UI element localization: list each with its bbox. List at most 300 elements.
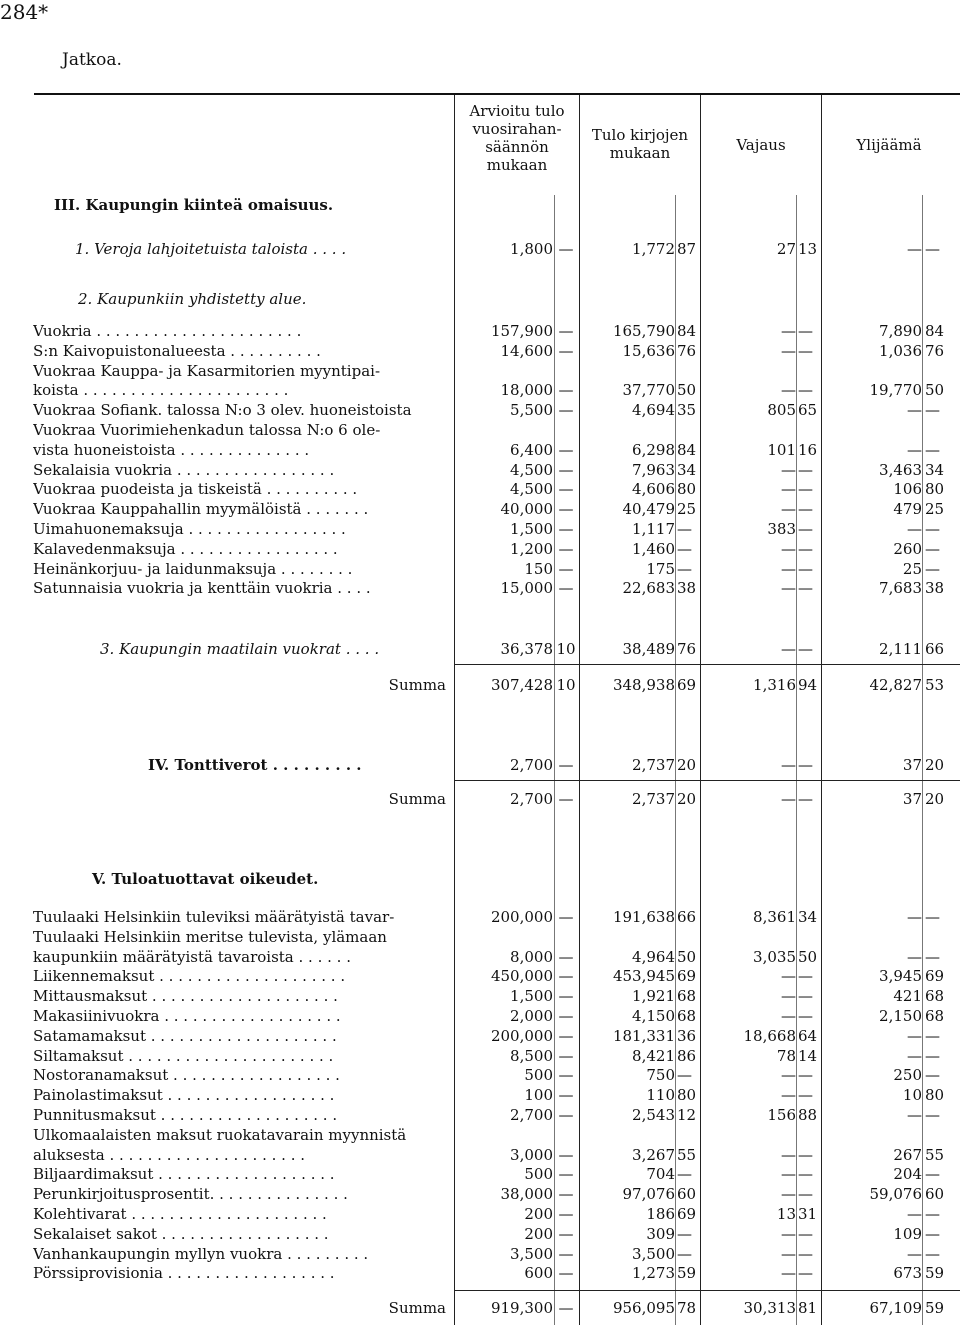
- cell: —: [558, 908, 574, 926]
- cell: 4,500: [510, 460, 553, 479]
- table-row: [0, 1106, 960, 1126]
- row-label: Kalavedenmaksuja . . . . . . . . . . . . . . . . .: [33, 539, 338, 558]
- cell: 25: [902, 559, 922, 578]
- row-label: koista . . . . . . . . . . . . . . . . . . . . . .: [33, 381, 289, 400]
- page-number: 284*: [0, 0, 49, 24]
- table-row: [0, 1047, 960, 1067]
- cell: 64: [798, 1026, 818, 1045]
- cell: —: [798, 381, 813, 400]
- table-row: [0, 1205, 960, 1225]
- row-label: Pörssiprovisionia . . . . . . . . . . . . . . . . . .: [33, 1264, 335, 1283]
- cell: —: [558, 1086, 574, 1105]
- cell: —: [558, 1165, 574, 1184]
- cell: —: [798, 480, 813, 499]
- cell: 453,945: [612, 967, 675, 986]
- cell: —: [558, 1145, 574, 1164]
- row-label: Sekalaiset sakot . . . . . . . . . . . . . . . . . .: [33, 1224, 329, 1243]
- cell: —: [907, 1046, 922, 1065]
- cell: —: [781, 322, 796, 340]
- cell: —: [781, 1185, 796, 1204]
- cell: —: [558, 240, 574, 258]
- section-iii-title: III. Kaupungin kiinteä omaisuus.: [54, 196, 334, 214]
- cell: —: [558, 480, 574, 499]
- cell: 36,378: [500, 640, 553, 658]
- cell: 181,331: [612, 1026, 675, 1045]
- cell: 348,938: [612, 676, 675, 694]
- cell: 450,000: [490, 967, 553, 986]
- table-row: [0, 1126, 960, 1146]
- cell: 750: [646, 1066, 675, 1085]
- cell: —: [558, 987, 574, 1006]
- cell: 80: [677, 1086, 697, 1105]
- cell: 156: [767, 1106, 796, 1124]
- sum-rule: [454, 1290, 960, 1291]
- cell: 500: [524, 1165, 553, 1184]
- cell: 600: [524, 1264, 553, 1283]
- cell: —: [677, 1165, 692, 1184]
- cell: —: [798, 1244, 813, 1263]
- cell: —: [925, 1026, 940, 1045]
- cell: —: [798, 341, 813, 360]
- row-label: Uimahuonemaksuja . . . . . . . . . . . . . . . . .: [33, 520, 346, 538]
- cell: 8,500: [510, 1046, 553, 1065]
- cell: —: [558, 460, 574, 479]
- cell: 3,267: [632, 1145, 675, 1164]
- cell: —: [781, 1086, 796, 1105]
- cell: 66: [677, 908, 697, 926]
- cell: 4,500: [510, 480, 553, 499]
- cell: —: [558, 967, 574, 986]
- row-iii-1: [0, 240, 960, 260]
- cell: —: [925, 401, 940, 420]
- summa-label: Summa: [388, 676, 446, 694]
- cell: 20: [677, 756, 697, 774]
- cell: 84: [677, 440, 697, 459]
- cell: —: [798, 322, 813, 340]
- cell: 97,076: [622, 1185, 675, 1204]
- cell: —: [677, 559, 692, 578]
- cell: 150: [524, 559, 553, 578]
- row-label: Makasiinivuokra . . . . . . . . . . . . . . . . . . .: [33, 1007, 341, 1025]
- cell: 69: [677, 967, 697, 986]
- cell: 2,737: [632, 790, 675, 808]
- cell: 200: [524, 1205, 553, 1223]
- cell: 68: [677, 987, 697, 1006]
- cell: 250: [893, 1066, 922, 1085]
- cell: 8,000: [510, 947, 553, 966]
- cell: —: [781, 341, 796, 360]
- cell: 1,921: [632, 987, 675, 1006]
- sum-rule: [454, 664, 960, 665]
- cell: —: [781, 1244, 796, 1263]
- cell: 4,606: [632, 480, 675, 499]
- table-row: [0, 1225, 960, 1245]
- cell: —: [558, 381, 574, 400]
- cell: 479: [893, 500, 922, 519]
- cell: —: [781, 1145, 796, 1164]
- table-row: [0, 381, 960, 401]
- cell: 10: [902, 1086, 922, 1105]
- cell: 30,313: [743, 1299, 796, 1317]
- row-label: vista huoneistoista . . . . . . . . . . . . . .: [33, 440, 310, 459]
- section-iv-title: IV. Tonttiverot . . . . . . . . .: [148, 756, 362, 774]
- table-row: [0, 500, 960, 520]
- cell: 94: [798, 676, 818, 694]
- table-row: [0, 362, 960, 382]
- row-label: aluksesta . . . . . . . . . . . . . . . . . . . . .: [33, 1145, 305, 1164]
- table-row: [0, 1245, 960, 1265]
- cell: 84: [925, 322, 945, 340]
- cell: 2,111: [879, 640, 922, 658]
- cell: —: [677, 1244, 692, 1263]
- cell: 50: [925, 381, 945, 400]
- cell: —: [558, 322, 574, 340]
- cell: —: [677, 520, 692, 538]
- cell: 14,600: [500, 341, 553, 360]
- cell: —: [907, 947, 922, 966]
- cell: —: [558, 1046, 574, 1065]
- cell: 2,150: [879, 1007, 922, 1025]
- row-label: Satamamaksut . . . . . . . . . . . . . . . . . . . .: [33, 1026, 337, 1045]
- cell: 76: [677, 341, 697, 360]
- cell: —: [798, 539, 813, 558]
- cell: —: [781, 559, 796, 578]
- table-row: [0, 1264, 960, 1284]
- table-row: [0, 1027, 960, 1047]
- cell: —: [798, 967, 813, 986]
- table-row: [0, 421, 960, 441]
- cell: —: [925, 559, 940, 578]
- table-row: [0, 461, 960, 481]
- row-label: Siltamaksut . . . . . . . . . . . . . . . . . . . . . .: [33, 1046, 334, 1065]
- cell: —: [677, 1224, 692, 1243]
- cell: 204: [893, 1165, 922, 1184]
- cell: —: [558, 401, 574, 420]
- cell: 69: [925, 967, 945, 986]
- cell: 34: [925, 460, 945, 479]
- continued-label: Jatkoa.: [62, 50, 122, 70]
- table-row: [0, 342, 960, 362]
- table-row: [0, 1086, 960, 1106]
- cell: 200: [524, 1224, 553, 1243]
- cell: 36: [677, 1026, 697, 1045]
- cell: —: [907, 1026, 922, 1045]
- cell: 6,400: [510, 440, 553, 459]
- cell: 31: [798, 1205, 818, 1223]
- cell: 3,945: [879, 967, 922, 986]
- cell: —: [907, 908, 922, 926]
- cell: 3,500: [510, 1244, 553, 1263]
- cell: 53: [925, 676, 945, 694]
- cell: 1,800: [510, 240, 553, 258]
- cell: —: [798, 559, 813, 578]
- row-label: Vuokraa Kauppa- ja Kasarmitorien myyntipai-: [33, 361, 381, 380]
- cell: 69: [677, 1205, 697, 1223]
- header-arvioitu: Arvioitu tulo vuosirahan-säännön mukaan: [469, 102, 565, 174]
- cell: 1,316: [753, 676, 796, 694]
- cell: 8,361: [753, 908, 796, 926]
- cell: —: [798, 790, 813, 808]
- section-v-title: V. Tuloatuottavat oikeudet.: [92, 870, 319, 888]
- cell: 7,890: [879, 322, 922, 340]
- cell: 260: [893, 539, 922, 558]
- cell: —: [781, 640, 796, 658]
- cell: 13: [776, 1205, 796, 1223]
- cell: 40,479: [622, 500, 675, 519]
- cell: —: [781, 967, 796, 986]
- cell: —: [781, 756, 796, 774]
- cell: —: [907, 440, 922, 459]
- cell: —: [925, 440, 940, 459]
- cell: 59,076: [869, 1185, 922, 1204]
- cell: 65: [798, 401, 818, 420]
- cell: —: [781, 1224, 796, 1243]
- cell: 60: [925, 1185, 945, 1204]
- row-label: Vuokraa puodeista ja tiskeistä . . . . . . . . . .: [33, 480, 358, 499]
- row-iv: [0, 756, 960, 776]
- cell: 40,000: [500, 500, 553, 519]
- cell: 87: [677, 240, 697, 258]
- cell: —: [907, 1106, 922, 1124]
- row-label: Nostoranamaksut . . . . . . . . . . . . . . . . . .: [33, 1066, 340, 1085]
- cell: 78: [677, 1299, 697, 1317]
- cell: —: [907, 1205, 922, 1223]
- cell: —: [907, 240, 922, 258]
- cell: 15,000: [500, 579, 553, 598]
- cell: 37,770: [622, 381, 675, 400]
- cell: —: [798, 1224, 813, 1243]
- cell: —: [798, 1185, 813, 1204]
- table-row: [0, 928, 960, 948]
- cell: —: [558, 1106, 574, 1124]
- cell: —: [798, 1007, 813, 1025]
- row-label: Vuokraa Vuorimiehenkadun talossa N:o 6 ole-: [33, 421, 381, 439]
- row-label: Ulkomaalaisten maksut ruokatavarain myynnistä: [33, 1125, 407, 1144]
- summa-v-row: [0, 1299, 960, 1319]
- table-row: [0, 1146, 960, 1166]
- cell: —: [558, 341, 574, 360]
- cell: —: [925, 1106, 940, 1124]
- cell: 165,790: [612, 322, 675, 340]
- cell: —: [907, 520, 922, 538]
- cell: 157,900: [490, 322, 553, 340]
- cell: —: [925, 520, 940, 538]
- cell: 60: [677, 1185, 697, 1204]
- cell: 18,000: [500, 381, 553, 400]
- row-label: Painolastimaksut . . . . . . . . . . . . . . . . . .: [33, 1086, 335, 1105]
- cell: —: [781, 579, 796, 598]
- cell: —: [677, 539, 692, 558]
- row-label: kaupunkiin määrätyistä tavaroista . . . . . .: [33, 947, 351, 966]
- row-label: 1. Veroja lahjoitetuista taloista . . . .: [75, 240, 347, 258]
- cell: —: [558, 1205, 574, 1223]
- cell: —: [558, 756, 574, 774]
- cell: —: [925, 539, 940, 558]
- cell: —: [781, 1165, 796, 1184]
- cell: —: [558, 1299, 574, 1317]
- cell: 76: [677, 640, 697, 658]
- cell: —: [558, 539, 574, 558]
- row-label: Vuokria . . . . . . . . . . . . . . . . . . . . . .: [33, 322, 302, 340]
- cell: 22,683: [622, 579, 675, 598]
- cell: —: [798, 460, 813, 479]
- cell: 80: [677, 480, 697, 499]
- cell: 175: [646, 559, 675, 578]
- cell: —: [925, 1244, 940, 1263]
- cell: —: [558, 500, 574, 519]
- cell: —: [558, 1244, 574, 1263]
- cell: 55: [925, 1145, 945, 1164]
- cell: 13: [798, 240, 818, 258]
- cell: —: [677, 1066, 692, 1085]
- cell: 3,463: [879, 460, 922, 479]
- header-tulo: Tulo kirjojen mukaan: [591, 126, 689, 162]
- cell: 38,000: [500, 1185, 553, 1204]
- cell: —: [907, 1244, 922, 1263]
- section-iii-2-title: 2. Kaupunkiin yhdistetty alue.: [78, 290, 307, 308]
- table-row: [0, 520, 960, 540]
- cell: —: [798, 500, 813, 519]
- cell: 919,300: [490, 1299, 553, 1317]
- cell: 110: [646, 1086, 675, 1105]
- row-label: Mittausmaksut . . . . . . . . . . . . . . . . . . . .: [33, 987, 338, 1006]
- cell: 25: [925, 500, 945, 519]
- header-ylijaama: Ylijäämä: [856, 136, 922, 154]
- cell: —: [558, 1026, 574, 1045]
- row-label: Perunkirjoitusprosentit. . . . . . . . . . . . . . .: [33, 1185, 348, 1204]
- cell: —: [798, 640, 813, 658]
- table-row: [0, 967, 960, 987]
- row-label: Tuulaaki Helsinkiin meritse tulevista, ylämaan: [33, 927, 387, 946]
- cell: 66: [925, 640, 945, 658]
- cell: 1,200: [510, 539, 553, 558]
- row-label: Vuokraa Sofiank. talossa N:o 3 olev. huoneistoista: [33, 401, 412, 420]
- cell: 18,668: [743, 1026, 796, 1045]
- cell: 6,298: [632, 440, 675, 459]
- cell: —: [925, 1046, 940, 1065]
- cell: 67,109: [869, 1299, 922, 1317]
- cell: —: [925, 1224, 940, 1243]
- cell: 86: [677, 1046, 697, 1065]
- cell: —: [798, 756, 813, 774]
- row-label: Vanhankaupungin myllyn vuokra . . . . . . . . .: [33, 1244, 369, 1263]
- cell: —: [558, 947, 574, 966]
- row-label: Satunnaisia vuokria ja kenttäin vuokria . . . .: [33, 579, 371, 598]
- cell: —: [558, 1007, 574, 1025]
- row-label: Heinänkorjuu- ja laidunmaksuja . . . . . . . .: [33, 559, 353, 578]
- row-label: 3. Kaupungin maatilain vuokrat . . . .: [100, 640, 380, 658]
- cell: 309: [646, 1224, 675, 1243]
- cell: 109: [893, 1224, 922, 1243]
- cell: 704: [646, 1165, 675, 1184]
- cell: 55: [677, 1145, 697, 1164]
- cell: —: [925, 908, 940, 926]
- cell: 1,273: [632, 1264, 675, 1283]
- cell: —: [925, 947, 940, 966]
- cell: 2,000: [510, 1007, 553, 1025]
- cell: 100: [524, 1086, 553, 1105]
- table-row: [0, 540, 960, 560]
- cell: 307,428: [490, 676, 553, 694]
- cell: 191,638: [612, 908, 675, 926]
- cell: —: [781, 500, 796, 519]
- cell: —: [558, 790, 574, 808]
- cell: 78: [776, 1046, 796, 1065]
- cell: —: [907, 401, 922, 420]
- cell: 25: [677, 500, 697, 519]
- cell: 2,737: [632, 756, 675, 774]
- cell: —: [798, 1145, 813, 1164]
- table-row: [0, 480, 960, 500]
- cell: 10: [556, 640, 576, 658]
- cell: 76: [925, 341, 945, 360]
- cell: 3,000: [510, 1145, 553, 1164]
- cell: —: [925, 1205, 940, 1223]
- cell: —: [798, 1165, 813, 1184]
- cell: 186: [646, 1205, 675, 1223]
- cell: 81: [798, 1299, 818, 1317]
- cell: 3,500: [632, 1244, 675, 1263]
- table-row: [0, 948, 960, 968]
- cell: 68: [925, 987, 945, 1006]
- sum-rule: [454, 780, 960, 781]
- cell: 5,500: [510, 401, 553, 420]
- row-label: S:n Kaivopuistonalueesta . . . . . . . . . .: [33, 341, 321, 360]
- cell: 673: [893, 1264, 922, 1283]
- cell: —: [558, 1185, 574, 1204]
- table-row: [0, 1165, 960, 1185]
- cell: 16: [798, 440, 818, 459]
- cell: 2,700: [510, 756, 553, 774]
- cell: 68: [925, 1007, 945, 1025]
- cell: —: [798, 579, 813, 598]
- cell: 12: [677, 1106, 697, 1124]
- cell: —: [781, 1007, 796, 1025]
- cell: 805: [767, 401, 796, 420]
- cell: 4,150: [632, 1007, 675, 1025]
- cell: —: [798, 1066, 813, 1085]
- cell: —: [798, 1264, 813, 1283]
- cell: —: [781, 987, 796, 1006]
- cell: 68: [677, 1007, 697, 1025]
- cell: —: [781, 480, 796, 499]
- cell: —: [781, 460, 796, 479]
- cell: 50: [798, 947, 818, 966]
- cell: 84: [677, 322, 697, 340]
- cell: 38: [925, 579, 945, 598]
- cell: —: [558, 440, 574, 459]
- cell: 1,117: [632, 520, 675, 538]
- cell: 8,421: [632, 1046, 675, 1065]
- cell: 3,035: [753, 947, 796, 966]
- cell: 15,636: [622, 341, 675, 360]
- cell: —: [781, 790, 796, 808]
- cell: —: [558, 1066, 574, 1085]
- cell: 2,700: [510, 790, 553, 808]
- cell: 2,543: [632, 1106, 675, 1124]
- cell: 20: [925, 756, 945, 774]
- cell: 38,489: [622, 640, 675, 658]
- cell: —: [781, 1264, 796, 1283]
- cell: 14: [798, 1046, 818, 1065]
- cell: 7,963: [632, 460, 675, 479]
- cell: 1,500: [510, 520, 553, 538]
- table-row: [0, 1066, 960, 1086]
- cell: 38: [677, 579, 697, 598]
- cell: 59: [677, 1264, 697, 1283]
- cell: 35: [677, 401, 697, 420]
- cell: —: [558, 520, 574, 538]
